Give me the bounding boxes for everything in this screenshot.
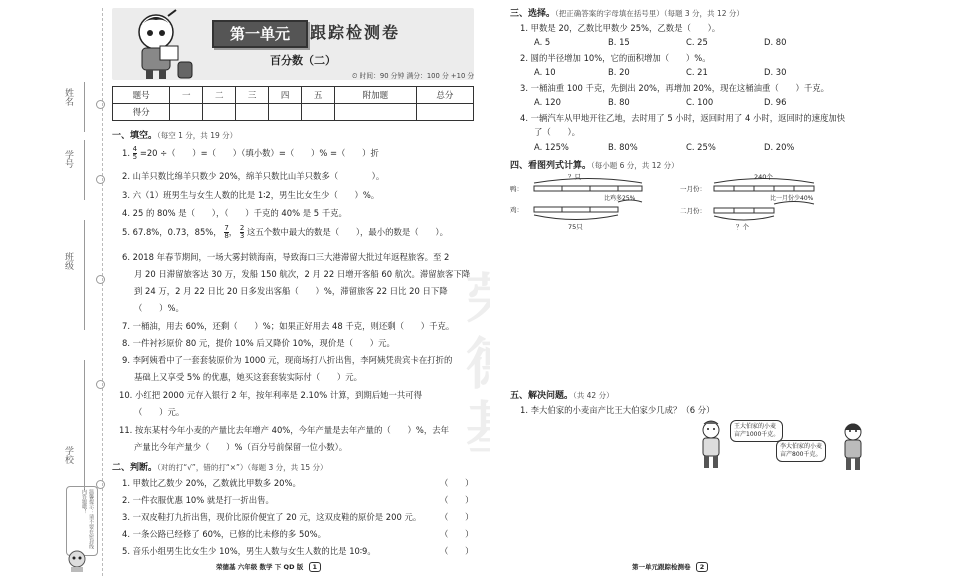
section-note: （对的打“√”，错的打“×”）（每题 3 分，共 15 分） xyxy=(157,463,328,472)
duck-brace xyxy=(534,179,642,184)
judge-answer-5[interactable]: （ ） xyxy=(440,546,474,556)
duck-bar xyxy=(534,186,642,191)
section-1-title xyxy=(112,128,237,141)
question-9-line: 基础上又享受 5% 的优惠，她买这套套装实际付（ ）元。 xyxy=(134,372,362,382)
choice-2: 2. 圆的半径增加 10%，它的面积增加（ ）%。 xyxy=(520,53,711,63)
option[interactable]: A. 10 xyxy=(534,67,556,77)
question-6-line: 6. 2018 年春节期间，一场大雾封锁海南，导致海口三大港滞留大批过年返程旅客。至 2 xyxy=(122,252,450,262)
score-cell[interactable] xyxy=(302,104,335,121)
score-table xyxy=(112,86,474,121)
score-header-cell: 三 xyxy=(236,87,269,104)
option[interactable]: D. 80 xyxy=(764,37,787,47)
score-header-cell: 五 xyxy=(302,87,335,104)
question-1 xyxy=(122,146,379,161)
option[interactable]: C. 21 xyxy=(686,67,708,77)
score-row-label: 得分 xyxy=(113,104,170,121)
judge-item-5: 5. 音乐小组男生比女生少 10%，男生人数与女生人数的比是 10∶9。 xyxy=(122,546,376,556)
score-header-row xyxy=(113,87,474,104)
question-9-line: 9. 李阿姨看中了一套套装原价为 1000 元，现商场打八折出售，李阿姨凭贵宾卡在打折的 xyxy=(122,355,453,365)
diagram-1-top: ？只 xyxy=(568,173,581,181)
seal-circle xyxy=(96,275,105,284)
chicken-brace xyxy=(534,215,618,220)
time-info xyxy=(352,70,474,81)
unit-title: 第一单元 xyxy=(212,20,308,48)
line-diagram-2 xyxy=(680,172,830,232)
uncle-wang-icon xyxy=(694,420,728,470)
fraction xyxy=(224,225,228,240)
score-header-cell: 附加题 xyxy=(335,87,417,104)
question-6-line: 月 20 日滞留旅客达 30 万，发船 150 航次，2 月 22 日增开客船 60 航次。滞留旅客下降 xyxy=(134,269,471,279)
bubble-text: 李大伯家的小麦 xyxy=(780,443,823,450)
diagram-2-note: 比一月份少40% xyxy=(770,195,814,202)
fraction-numerator: 4 xyxy=(132,145,138,153)
score-row xyxy=(113,104,474,121)
choice-4-cont: 了（ ）。 xyxy=(534,127,581,137)
option[interactable]: B. 15 xyxy=(608,37,630,47)
score-cell[interactable] xyxy=(335,104,417,121)
page-number: 2 xyxy=(696,562,709,572)
january-label: 一月份： xyxy=(680,185,706,193)
fraction-numerator: 7 xyxy=(224,224,229,232)
option[interactable]: D. 20% xyxy=(764,142,795,152)
section-5-title xyxy=(510,388,614,401)
section-2-title xyxy=(112,460,327,473)
question-10-line: （ ）元。 xyxy=(134,407,185,417)
score-cell[interactable] xyxy=(269,104,302,121)
bubble-text: 亩产800千克。 xyxy=(780,451,822,458)
judge-item-3: 3. 一双皮鞋打九折出售，现价比原价便宜了 20 元，这双皮鞋的原价是 200 元。 xyxy=(122,512,422,522)
boy-reading-icon xyxy=(116,8,196,80)
option[interactable]: A. 125% xyxy=(534,142,569,152)
question-number: 1. xyxy=(122,148,130,158)
score-cell[interactable] xyxy=(203,104,236,121)
left-footer xyxy=(216,562,321,572)
bubble-text: 王大伯家的小麦 xyxy=(734,423,777,430)
footer-text: 六年级 数学 下 QD 版 xyxy=(237,563,304,571)
option[interactable]: B. 20 xyxy=(608,67,630,77)
question-text: =20 ÷（ ）=（ ）（填小数）=（ ）% =（ ）折 xyxy=(139,148,379,158)
question-6-line: 到 24 万，2 月 22 日比 20 日多发出客船（ ）%，滞留旅客 22 日比 20 日下降 xyxy=(134,286,448,296)
january-bar xyxy=(714,186,814,191)
judge-item-2: 2. 一件衣服优惠 10% 就是打一折出售。 xyxy=(122,495,274,505)
fraction-numerator: 2 xyxy=(239,224,245,232)
score-header-cell: 总分 xyxy=(416,87,473,104)
choice-3: 3. 一桶油重 100 千克，先倒出 20%，再增加 20%，现在这桶油重（ ）千克。 xyxy=(520,83,830,93)
question-2: 2. 山羊只数比绵羊只数少 20%，绵羊只数比山羊只数多（ ）。 xyxy=(122,171,385,181)
choice-4: 4. 一辆汽车从甲地开往乙地，去时用了 5 小时，返回时用了 4 小时，返回时的速度加快 xyxy=(520,113,846,123)
id-line xyxy=(84,140,85,200)
judge-item-4: 4. 一条公路已经修了 60%，已修的比未修的多 50%。 xyxy=(122,529,326,539)
section-title: 三、选择。 xyxy=(510,9,556,19)
id-label: 学号 xyxy=(63,150,73,168)
option[interactable]: B. 80 xyxy=(608,97,630,107)
speech-bubble-wang xyxy=(730,420,783,442)
fraction xyxy=(133,146,137,161)
time-text: 时间：90 分钟 满分：100 分 +10 分 xyxy=(359,72,475,80)
diagram-1-bottom: 75只 xyxy=(568,223,583,231)
section-title: 四、看图列式计算。 xyxy=(510,161,592,171)
score-header-cell: 一 xyxy=(170,87,203,104)
problem-1: 1. 李大伯家的小麦亩产比王大伯家少几成？（6 分） xyxy=(520,405,715,415)
question-8: 8. 一件衬衫原价 80 元，提价 10% 后又降价 10%，现价是（ ）元。 xyxy=(122,338,395,348)
question-4: 4. 25 的 80% 是（ ），（ ）千克的 40% 是 5 千克。 xyxy=(122,208,347,218)
name-label: 姓名 xyxy=(63,88,73,106)
question-11-line: 产量比今年产量少（ ）%（百分号前保留一位小数）。 xyxy=(134,442,348,452)
section-title: 五、解决问题。 xyxy=(510,391,574,401)
seal-circle xyxy=(96,175,105,184)
duck-label: 鸭： xyxy=(510,185,523,193)
section-note: （把正确答案的字母填在括号里）（每题 3 分，共 12 分） xyxy=(555,9,744,18)
section-3-title xyxy=(510,6,744,19)
subtitle: 百分数（二） xyxy=(270,54,336,67)
chicken-bar xyxy=(534,207,618,212)
section-4-title xyxy=(510,158,679,171)
question-3: 3. 六（1）班男生与女生人数的比是 1∶2，男生比女生少（ ）%。 xyxy=(122,190,380,200)
question-5: 5. 67.8%，0.73，85%， $\frac{7}{8}$ ， $\frac{2}{3}$ 这五个数中最大的数是（ ），最小的数是（ ）。 xyxy=(122,224,448,240)
question-6-line: （ ）%。 xyxy=(134,303,184,313)
diagram-2-top: 240个 xyxy=(754,173,773,181)
option[interactable]: B. 80% xyxy=(608,142,638,152)
question-text: 5. 67.8%，0.73，85%， xyxy=(122,227,222,237)
footer-brand: 荣德基 xyxy=(216,563,236,571)
uncle-li-icon xyxy=(836,422,870,472)
fraction-denominator: 3 xyxy=(239,232,245,240)
tip-box: 温馨提示：请不要在密封线内答题哦！ xyxy=(66,486,98,556)
option[interactable]: D. 30 xyxy=(764,67,787,77)
score-header-cell: 四 xyxy=(269,87,302,104)
score-cell[interactable] xyxy=(416,104,473,121)
choice-1: 1. 甲数是 20，乙数比甲数少 25%，乙数是（ ）。 xyxy=(520,23,721,33)
score-cell[interactable] xyxy=(236,104,269,121)
diagram-1-lines xyxy=(510,172,660,232)
section-title: 二、判断。 xyxy=(112,463,158,473)
school-label: 学校 xyxy=(63,446,73,464)
section-note: （每空 1 分，共 19 分） xyxy=(157,131,238,140)
option[interactable]: C. 25% xyxy=(686,142,716,152)
line-diagram-1 xyxy=(510,172,660,232)
right-page xyxy=(490,0,966,582)
class-line xyxy=(84,220,85,330)
judge-answer-3[interactable]: （ ） xyxy=(440,512,474,522)
score-cell[interactable] xyxy=(170,104,203,121)
question-10-line: 10. 小红把 2000 元存入银行 2 年，按年利率是 2.10% 计算，到期后她一共可得 xyxy=(119,390,422,400)
fraction-denominator: 8 xyxy=(224,232,229,240)
option[interactable]: D. 96 xyxy=(764,97,787,107)
option[interactable]: A. 5 xyxy=(534,37,551,47)
option[interactable]: A. 120 xyxy=(534,97,561,107)
february-brace xyxy=(714,216,774,220)
judge-answer-4[interactable]: （ ） xyxy=(440,529,474,539)
diagram-2-bottom: ？个 xyxy=(736,223,749,231)
question-text: 这五个数中最大的数是（ ），最小的数是（ ）。 xyxy=(246,227,448,237)
mascot-icon xyxy=(62,550,92,572)
footer-text: 第一单元跟踪检测卷 xyxy=(632,563,691,571)
diagram-1-note: 比鸡多25% xyxy=(604,195,636,202)
diagram-2-lines xyxy=(680,172,830,232)
chicken-label: 鸡： xyxy=(510,206,523,214)
score-header-cell: 题号 xyxy=(113,87,170,104)
score-header-cell: 二 xyxy=(203,87,236,104)
right-footer xyxy=(632,562,708,572)
fraction xyxy=(240,225,244,240)
february-bar xyxy=(714,208,774,213)
speech-bubble-li xyxy=(776,440,826,462)
judge-item-1: 1. 甲数比乙数少 20%，乙数就比甲数多 20%。 xyxy=(122,478,301,488)
page-number: 1 xyxy=(309,562,322,572)
seal-circle xyxy=(96,380,105,389)
judge-answer-2[interactable]: （ ） xyxy=(440,495,474,505)
section-title: 一、填空。 xyxy=(112,131,158,141)
class-label: 班级 xyxy=(63,252,73,270)
february-label: 二月份： xyxy=(680,207,706,215)
exam-title: 跟踪检测卷 xyxy=(310,23,401,42)
question-11-line: 11. 按东某村今年小麦的产量比去年增产 40%，今年产量是去年产量的（ ）%，去年 xyxy=(119,425,449,435)
option[interactable]: C. 100 xyxy=(686,97,714,107)
section-note: （共 42 分） xyxy=(573,391,614,400)
section-note: （每小题 6 分，共 12 分） xyxy=(591,161,679,170)
judge-answer-1[interactable]: （ ） xyxy=(440,478,474,488)
question-7: 7. 一桶油，用去 60%，还剩（ ）%；如果正好用去 48 千克，则还剩（ ）千克。 xyxy=(122,321,455,331)
fraction-denominator: 5 xyxy=(132,153,138,161)
option[interactable]: C. 25 xyxy=(686,37,708,47)
name-line xyxy=(84,82,85,132)
clock-icon: ⏲ xyxy=(352,72,358,80)
school-line xyxy=(84,360,85,490)
seal-circle xyxy=(96,100,105,109)
bubble-text: 亩产1000千克。 xyxy=(734,431,780,438)
